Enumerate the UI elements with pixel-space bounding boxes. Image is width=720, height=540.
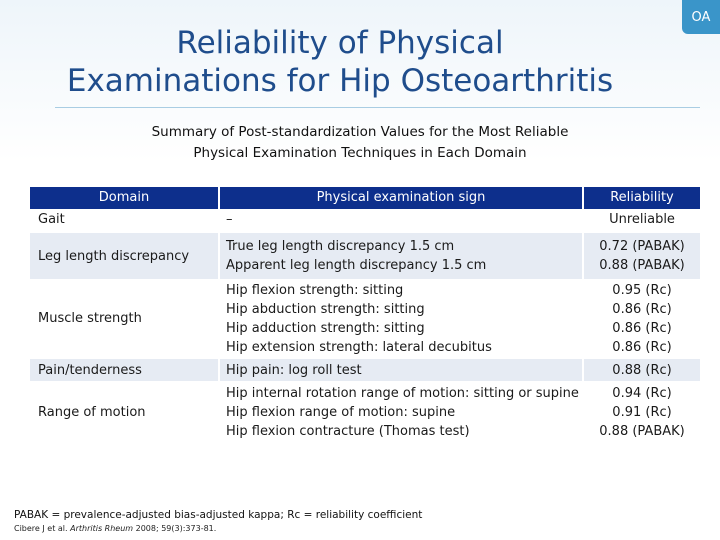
subtitle-line-1: Summary of Post-standardization Values for the Most Reliable <box>151 124 569 140</box>
row-muscle-sign-3: Hip adduction strength: sitting <box>226 321 425 336</box>
row-leg-length-value-1: 0.72 (PABAK) <box>599 239 685 254</box>
title-line-2: Examinations for Hip Osteoarthritis <box>66 63 614 99</box>
row-rom-domain: Range of motion <box>38 405 146 420</box>
row-rom-value-2: 0.91 (Rc) <box>612 405 672 420</box>
row-gait-value: Unreliable <box>609 212 675 227</box>
row-pain-value: 0.88 (Rc) <box>612 363 672 378</box>
row-leg-length-sign-2: Apparent leg length discrepancy 1.5 cm <box>226 258 487 273</box>
title-line-1: Reliability of Physical <box>176 25 504 61</box>
row-rom-sign-2: Hip flexion range of motion: supine <box>226 405 456 420</box>
row-muscle-value-2: 0.86 (Rc) <box>612 302 672 317</box>
citation <box>14 524 216 533</box>
table-subtitle <box>60 122 660 164</box>
row-leg-length-sign-1: True leg length discrepancy 1.5 cm <box>226 239 455 254</box>
slide-title <box>40 24 640 100</box>
row-gait-domain: Gait <box>38 212 65 227</box>
header-domain: Domain <box>98 190 150 205</box>
row-gait-sign: – <box>226 212 233 227</box>
row-rom-sign-3: Hip flexion contracture (Thomas test) <box>226 424 470 439</box>
oa-badge: OA <box>682 0 720 34</box>
row-pain-sign: Hip pain: log roll test <box>226 363 362 378</box>
row-muscle-sign-1: Hip flexion strength: sitting <box>226 283 404 298</box>
row-rom-value-3: 0.88 (PABAK) <box>599 424 685 439</box>
row-leg-length-domain: Leg length discrepancy <box>38 249 190 264</box>
row-muscle-domain: Muscle strength <box>38 311 142 326</box>
row-pain-domain: Pain/tenderness <box>38 363 142 378</box>
citation-journal: Arthritis Rheum <box>70 524 134 533</box>
row-muscle-value-1: 0.95 (Rc) <box>612 283 672 298</box>
row-rom-sign-1: Hip internal rotation range of motion: sitting or supine <box>226 386 579 401</box>
row-muscle-sign-2: Hip abduction strength: sitting <box>226 302 425 317</box>
footnote: PABAK = prevalence-adjusted bias-adjusted kappa; Rc = reliability coefficient <box>14 509 423 521</box>
row-muscle-sign-4: Hip extension strength: lateral decubitus <box>226 340 492 355</box>
header-reliability: Reliability <box>610 190 674 205</box>
row-leg-length-value-2: 0.88 (PABAK) <box>599 258 685 273</box>
citation-details: 2008; 59(3):373-81. <box>133 524 217 533</box>
header-sign: Physical examination sign <box>316 190 486 205</box>
row-muscle-value-3: 0.86 (Rc) <box>612 321 672 336</box>
subtitle-line-2: Physical Examination Techniques in Each Domain <box>193 145 527 161</box>
citation-authors: Cibere J et al. <box>14 524 71 533</box>
title-divider <box>55 107 700 108</box>
row-muscle-value-4: 0.86 (Rc) <box>612 340 672 355</box>
row-rom-value-1: 0.94 (Rc) <box>612 386 672 401</box>
